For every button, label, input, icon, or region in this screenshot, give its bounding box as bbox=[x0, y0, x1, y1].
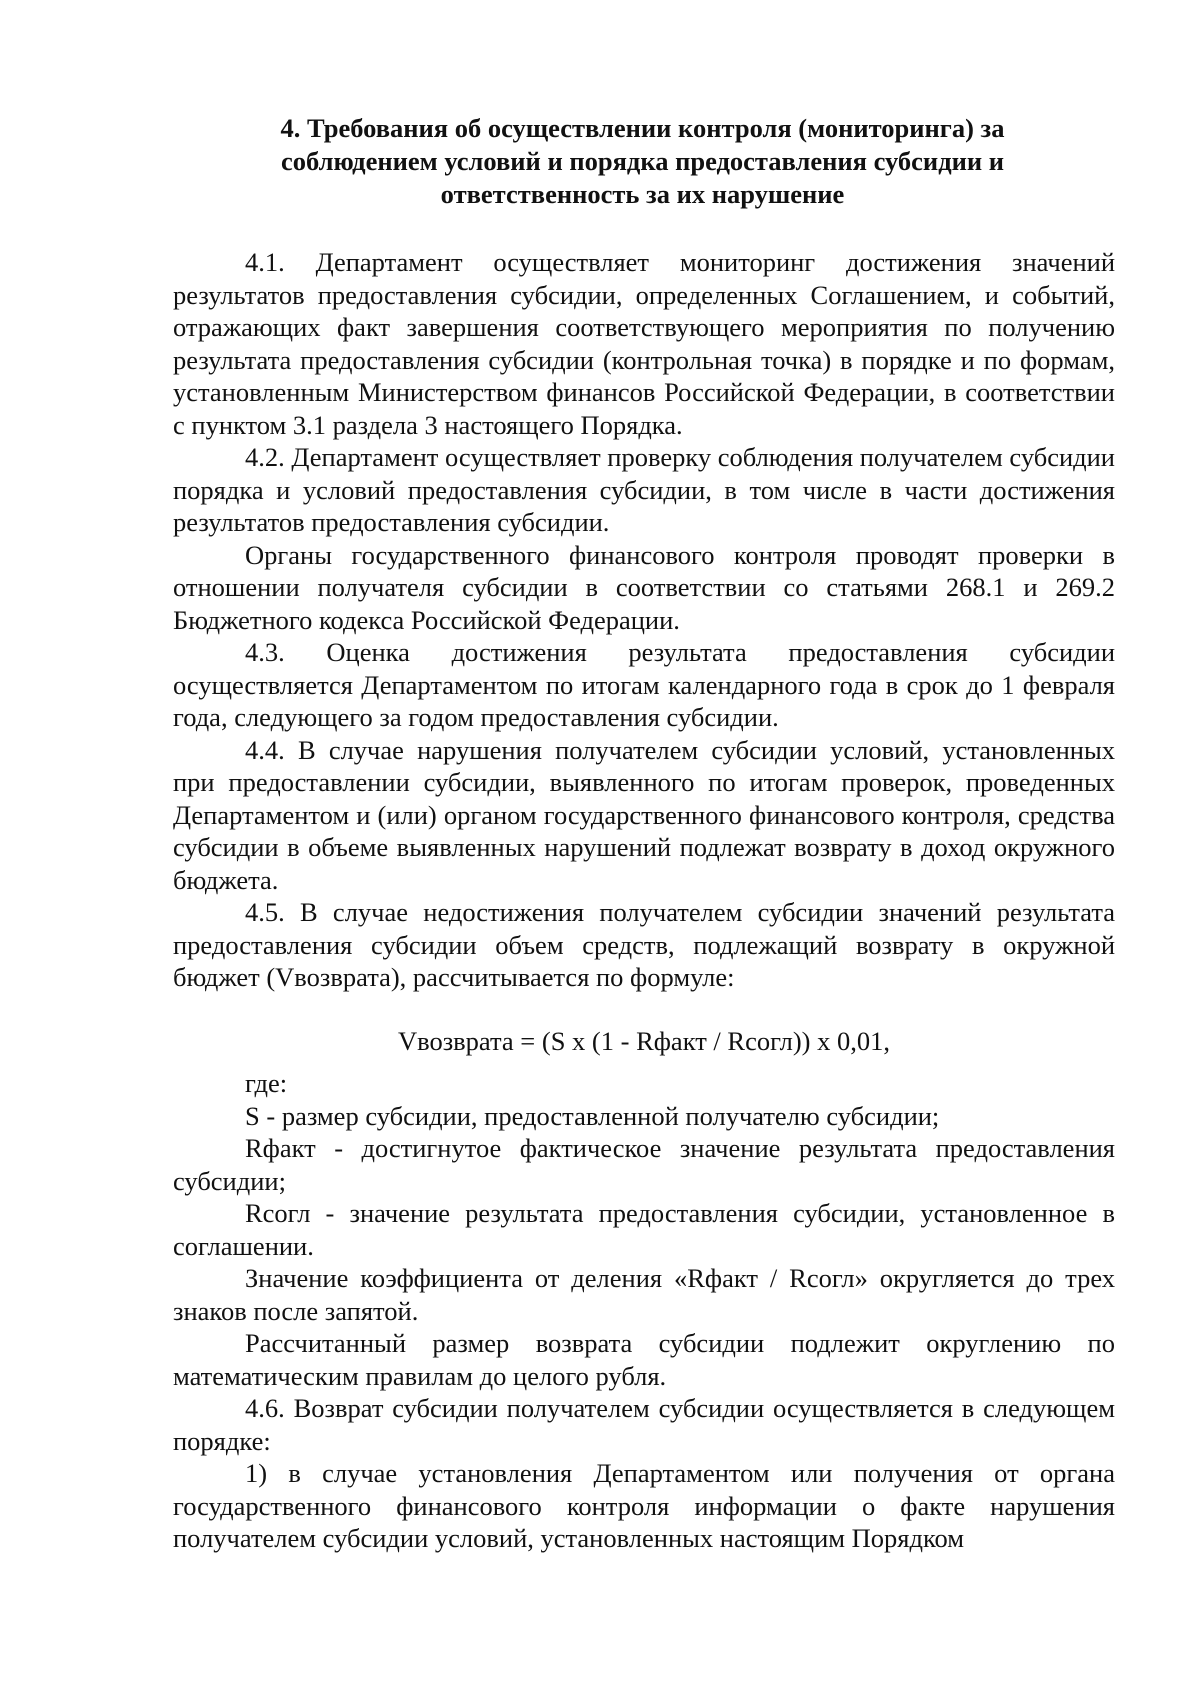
paragraph-4-3: 4.3. Оценка достижения результата предоставления субсидии осуществляется Департаментом по итогам календарного года в срок до 1 февраля года, следующего за годом предоставления субсидии. bbox=[173, 637, 1115, 732]
document-body bbox=[173, 246, 1115, 1555]
paragraph-4-2-control-bodies: Органы государственного финансового контроля проводят проверки в отношении получателя субсидии в соответствии со статьями 268.1 и 269.2 Бюджетного кодекса Российской Федерации. bbox=[173, 539, 1115, 635]
formula-where-label: где: bbox=[245, 1068, 288, 1098]
section-heading-line-2: соблюдением условий и порядка предоставления субсидии и bbox=[280, 146, 1005, 176]
definition-r-fact: Rфакт - достигнутое фактическое значение результата предоставления субсидии; bbox=[173, 1133, 1115, 1196]
refund-formula: Vвозврата = (S x (1 - Rфакт / Rсогл)) x 0,01, bbox=[397, 1025, 890, 1056]
paragraph-4-4: 4.4. В случае нарушения получателем субсидии условий, установленных при предоставлении субсидии, выявленного по итогам проверок, проведенных Департаментом и (или) органом государственного финансового контроля, средства субсидии в объеме выявленных нарушений подлежат возврату в доход окружного бюджета. bbox=[173, 734, 1115, 895]
section-heading-line-1: 4. Требования об осуществлении контроля (мониторинга) за bbox=[280, 113, 1005, 143]
paragraph-4-6: 4.6. Возврат субсидии получателем субсидии осуществляется в следующем порядке: bbox=[173, 1393, 1115, 1456]
section-heading-line-3: ответственность за их нарушение bbox=[440, 179, 845, 209]
definition-r-sogl: Rсогл - значение результата предоставления субсидии, установленное в соглашении. bbox=[173, 1198, 1115, 1261]
paragraph-4-2: 4.2. Департамент осуществляет проверку соблюдения получателем субсидии порядка и условий предоставления субсидии, в том числе в части достижения результатов предоставления субсидии. bbox=[173, 442, 1115, 537]
paragraph-4-1: 4.1. Департамент осуществляет мониторинг достижения значений результатов предоставления субсидии, определенных Соглашением, и событий, отражающих факт завершения соответствующего мероприятия по получению результата предоставления субсидии (контрольная точка) в порядке и по формам, установленным Министерством финансов Российской Федерации, в соответствии с пунктом 3.1 раздела 3 настоящего Порядка. bbox=[173, 247, 1115, 440]
coefficient-rounding-note: Значение коэффициента от деления «Rфакт / Rсогл» округляется до трех знаков после запятой. bbox=[173, 1263, 1115, 1326]
paragraph-4-6-item-1: 1) в случае установления Департаментом или получения от органа государственного финансового контроля информации о факте нарушения получателем субсидии условий, установленных настоящим Порядком bbox=[173, 1458, 1115, 1553]
definition-s: S - размер субсидии, предоставленной получателю субсидии; bbox=[245, 1100, 940, 1131]
section-heading bbox=[170, 112, 1115, 211]
refund-rounding-note: Рассчитанный размер возврата субсидии подлежит округлению по математическим правилам до целого рубля. bbox=[173, 1328, 1115, 1391]
paragraph-4-5: 4.5. В случае недостижения получателем субсидии значений результата предоставления субсидии объем средств, подлежащий возврату в окружной бюджет (Vвозврата), рассчитывается по формуле: bbox=[173, 897, 1115, 992]
